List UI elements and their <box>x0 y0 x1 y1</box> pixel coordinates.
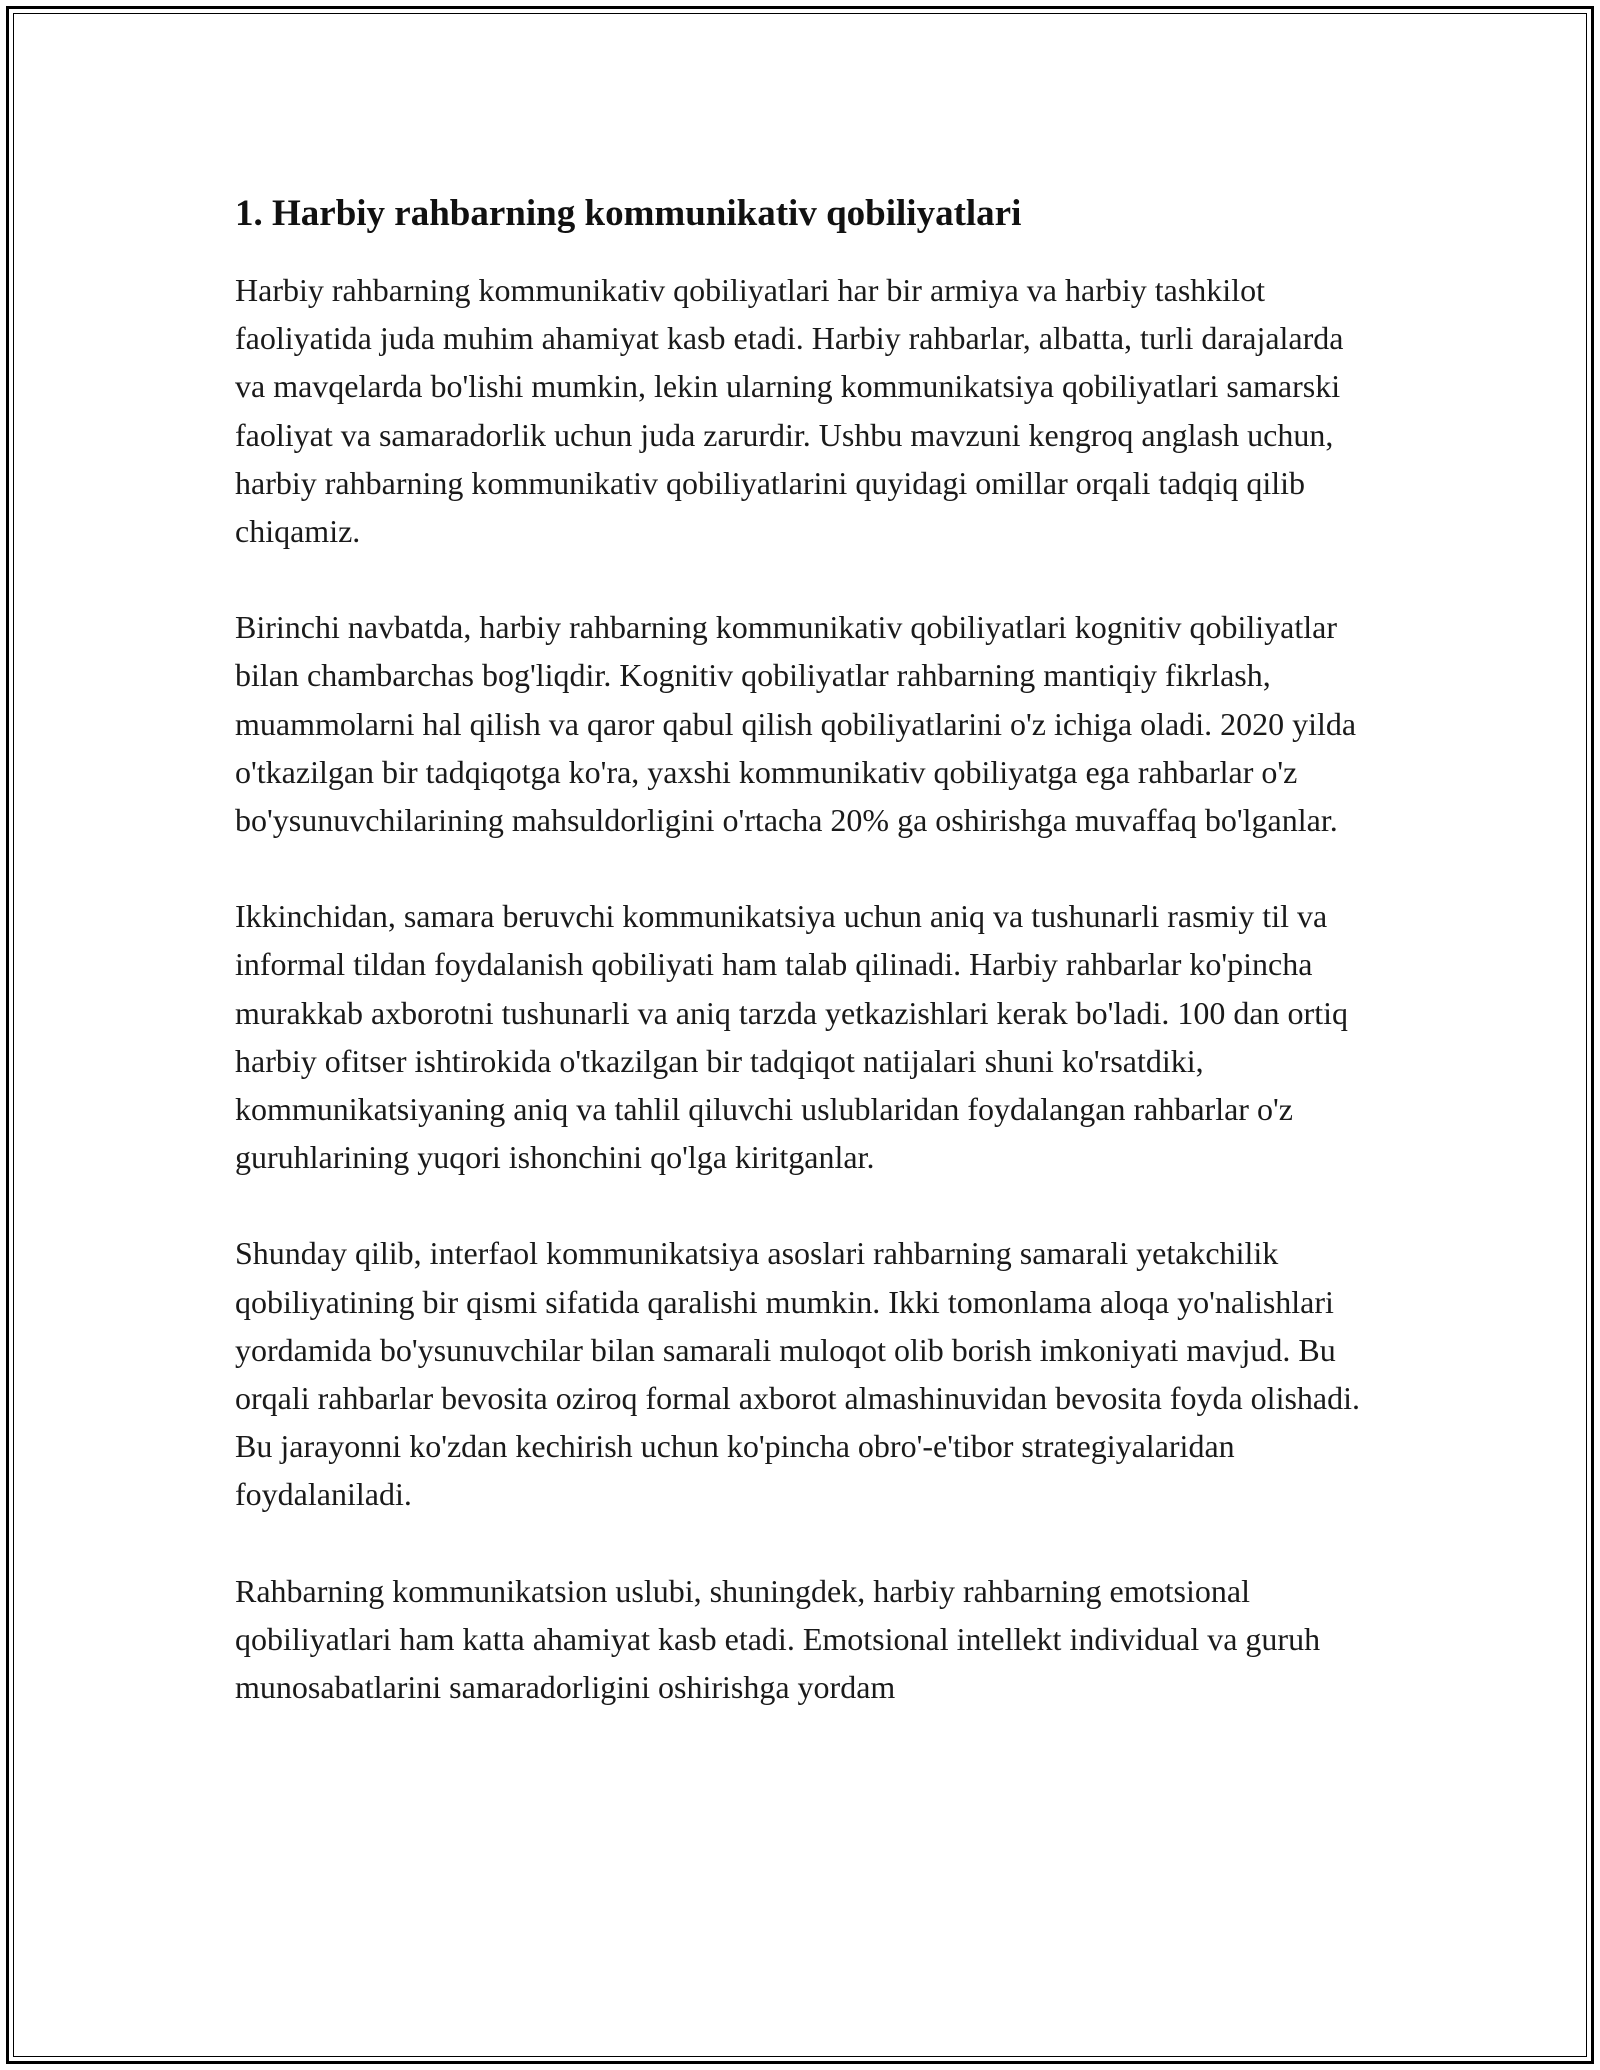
paragraph-5: Rahbarning kommunikatsion uslubi, shuningdek, harbiy rahbarning emotsional qobiliyatlari ham katta ahamiyat kasb etadi. Emotsional intellekt individual va guruh munosabatlarini samaradorligini oshirishga yordam <box>235 1572 1321 1706</box>
paragraph-2: Birinchi navbatda, harbiy rahbarning kommunikativ qobiliyatlari kognitiv qobiliyatlar bilan chambarchas bog'liqdir. Kognitiv qobiliyatlar rahbarning mantiqiy fikrlash, muammolarni hal qilish va qaror qabul qilish qobiliyatlarini o'z ichiga oladi. 2020 yilda o'tkazilgan bir tadqiqotga ko'ra, yaxshi kommunikativ qobiliyatga ega rahbarlar o'z bo'ysunuvchilarining mahsuldorligini o'rtacha 20% ga oshirishga muvaffaq bo'lganlar. <box>235 609 1357 839</box>
document-body <box>235 190 1375 1711</box>
paragraph-1: Harbiy rahbarning kommunikativ qobiliyatlari har bir armiya va harbiy tashkilot faoliyatida juda muhim ahamiyat kasb etadi. Harbiy rahbarlar, albatta, turli darajalarda va mavqelarda bo'lishi mumkin, lekin ularning kommunikatsiya qobiliyatlari samarski faoliyat va samaradorlik uchun juda zarurdir. Ushbu mavzuni kengroq anglash uchun, harbiy rahbarning kommunikativ qobiliyatlarini quyidagi omillar orqali tadqiq qilib chiqamiz. <box>235 272 1344 550</box>
section-heading: 1. Harbiy rahbarning kommunikativ qobiliyatlari <box>235 193 1022 234</box>
paragraph-4: Shunday qilib, interfaol kommunikatsiya asoslari rahbarning samarali yetakchilik qobiliyatining bir qismi sifatida qaralishi mumkin. Ikki tomonlama aloqa yo'nalishlari yordamida bo'ysunuvchilar bilan samarali muloqot olib borish imkoniyati mavjud. Bu orqali rahbarlar bevosita oziroq formal axborot almashinuvidan bevosita foyda olishadi. Bu jarayonni ko'zdan kechirish uchun ko'pincha obro'-e'tibor strategiyalaridan foydalaniladi. <box>235 1235 1360 1513</box>
paragraph-3: Ikkinchidan, samara beruvchi kommunikatsiya uchun aniq va tushunarli rasmiy til va informal tildan foydalanish qobiliyati ham talab qilinadi. Harbiy rahbarlar ko'pincha murakkab axborotni tushunarli va aniq tarzda yetkazishlari kerak bo'ladi. 100 dan ortiq harbiy ofitser ishtirokida o'tkazilgan bir tadqiqot natijalari shuni ko'rsatdiki, kommunikatsiyaning aniq va tahlil qiluvchi uslublaridan foydalangan rahbarlar o'z guruhlarining yuqori ishonchini qo'lga kiritganlar. <box>235 898 1348 1176</box>
